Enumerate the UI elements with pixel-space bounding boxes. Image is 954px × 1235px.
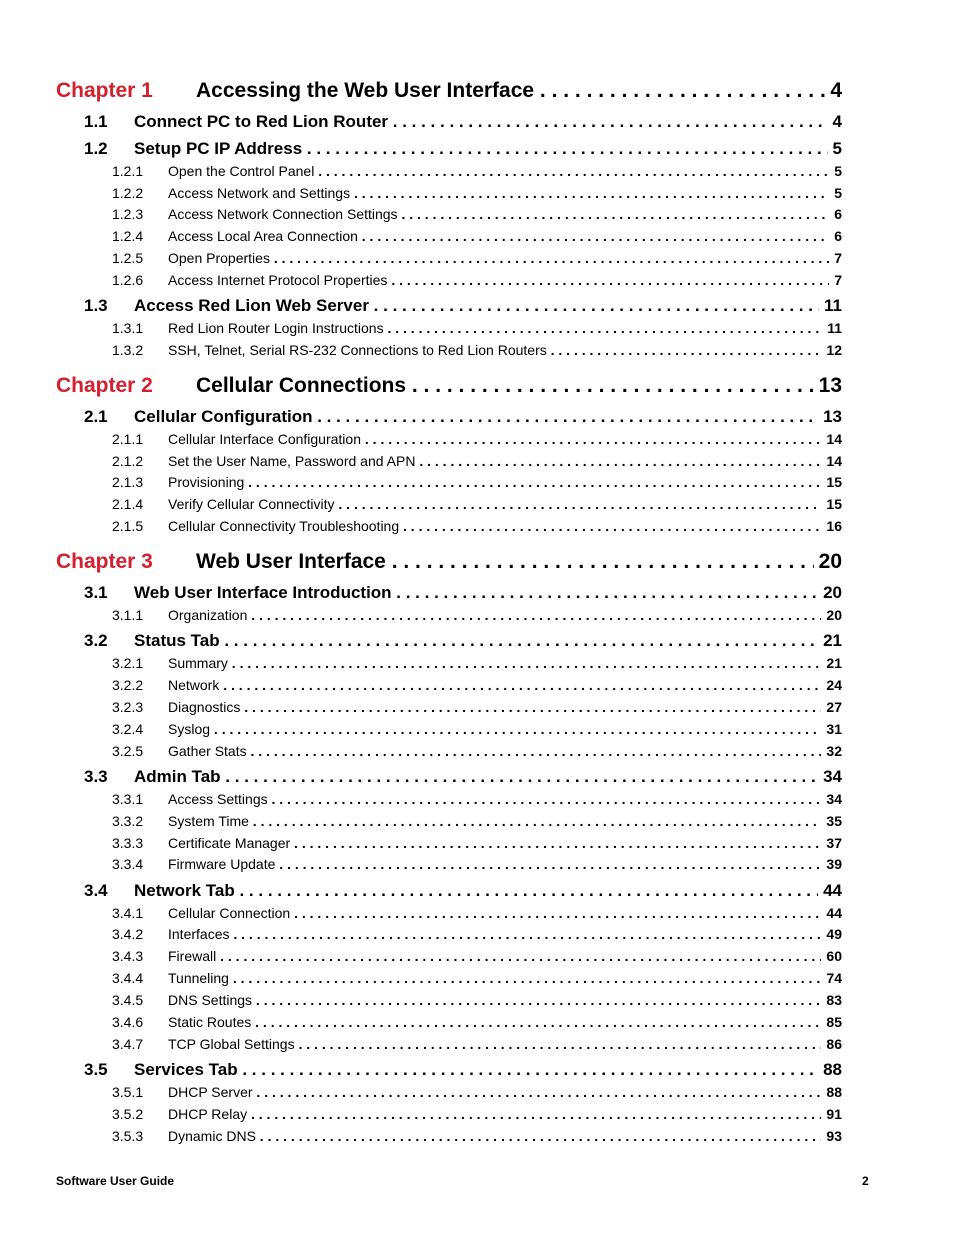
toc-entry-number: 3.3 (84, 767, 108, 786)
toc-entry-title: Access Network Connection Settings . . . (168, 206, 842, 222)
toc-entry-page: 37 (821, 835, 842, 851)
toc-entry-number: 1.2.6 (112, 272, 144, 288)
toc-entry-page: 6 (829, 206, 842, 222)
toc-entry-title: Static Routes . . . (168, 1014, 842, 1030)
toc-entry-number: 3.4.5 (112, 992, 144, 1008)
toc-entry-page: 13 (814, 374, 842, 398)
toc-entry-title: Open the Control Panel . . . (168, 163, 842, 179)
toc-entry-title: Gather Stats . . . (168, 743, 842, 759)
toc-entry-title: Organization . . . (168, 607, 842, 623)
toc-entry-page: 15 (821, 496, 842, 512)
toc-entry-number: 1.2.1 (112, 163, 144, 179)
toc-entry-number: 3.3.1 (112, 791, 144, 807)
toc-entry-number: 2.1 (84, 407, 108, 426)
toc-entry-page: 85 (821, 1014, 842, 1030)
toc-entry-title: Cellular Interface Configuration . . . (168, 431, 842, 447)
toc-entry-number: 2.1.5 (112, 518, 144, 534)
toc-entry-page: 20 (818, 583, 842, 603)
toc-entry-number: 2.1.4 (112, 496, 144, 512)
toc-entry-page: 14 (821, 453, 842, 469)
toc-entry-page: 5 (829, 163, 842, 179)
toc-entry-title: DNS Settings . . . (168, 992, 842, 1008)
toc-entry-page: 44 (821, 905, 842, 921)
toc-entry-page: 32 (821, 743, 842, 759)
toc-entry-number: 1.1 (84, 112, 108, 131)
toc-entry-number: 1.3.1 (112, 320, 144, 336)
toc-entry-page: 21 (818, 631, 842, 651)
toc-entry-number: 3.2.5 (112, 743, 144, 759)
toc-entry-page: 12 (821, 342, 842, 358)
toc-entry-number: 3.4.7 (112, 1036, 144, 1052)
toc-entry-page: 74 (821, 970, 842, 986)
toc-entry-page: 91 (821, 1106, 842, 1122)
toc-entry-page: 11 (819, 296, 842, 316)
toc-entry-title: Network Tab . . . (134, 881, 842, 901)
toc-entry-title: Set the User Name, Password and APN . . . (168, 453, 842, 469)
toc-entry-title: Certificate Manager . . . (168, 835, 842, 851)
toc-entry-title: Status Tab . . . (134, 631, 842, 651)
toc-entry-number: 3.5 (84, 1060, 108, 1079)
toc-entry-title: Diagnostics . . . (168, 699, 842, 715)
toc-entry-page: 39 (821, 856, 842, 872)
toc-entry-number: 1.3.2 (112, 342, 144, 358)
toc-entry-number: Chapter 2 (56, 374, 153, 397)
toc-entry-page: 16 (821, 518, 842, 534)
toc-entry-number: 2.1.3 (112, 474, 144, 490)
toc-entry-number: 1.2.2 (112, 185, 144, 201)
toc-entry-page: 15 (821, 474, 842, 490)
toc-entry-number: 3.4.2 (112, 926, 144, 942)
toc-entry-number: 3.2.1 (112, 655, 144, 671)
footer-page-number: 2 (862, 1174, 869, 1188)
toc-entry-page: 20 (821, 607, 842, 623)
toc-entry-title: Summary . . . (168, 655, 842, 671)
toc-entry-page: 4 (828, 112, 842, 132)
toc-entry-page: 60 (821, 948, 842, 964)
toc-entry-page: 31 (821, 721, 842, 737)
toc-entry-title: Verify Cellular Connectivity . . . (168, 496, 842, 512)
toc-entry-title: Cellular Connection . . . (168, 905, 842, 921)
toc-entry-page: 83 (821, 992, 842, 1008)
toc-entry-number: 3.5.2 (112, 1106, 144, 1122)
toc-entry-page: 44 (818, 881, 842, 901)
toc-entry-page: 34 (818, 767, 842, 787)
toc-entry-title: Open Properties . . . (168, 250, 842, 266)
toc-entry-number: Chapter 3 (56, 550, 153, 573)
toc-entry-title: Cellular Connectivity Troubleshooting . . . (168, 518, 842, 534)
toc-entry-page: 11 (822, 320, 842, 336)
toc-entry-number: 1.2.4 (112, 228, 144, 244)
toc-entry-title: Red Lion Router Login Instructions . . . (168, 320, 842, 336)
toc-entry-page: 49 (821, 926, 842, 942)
toc-entry-title: Provisioning . . . (168, 474, 842, 490)
toc-entry-number: 1.3 (84, 296, 108, 315)
toc-entry-page: 88 (818, 1060, 842, 1080)
toc-entry-number: 3.4.1 (112, 905, 144, 921)
toc-entry-number: 3.3.3 (112, 835, 144, 851)
toc-entry-page: 6 (829, 228, 842, 244)
toc-entry-number: 3.2.3 (112, 699, 144, 715)
toc-entry-title: Interfaces . . . (168, 926, 842, 942)
toc-entry-title: Access Network and Settings . . . (168, 185, 842, 201)
toc-entry-title: DHCP Relay . . . (168, 1106, 842, 1122)
toc-entry-title: System Time . . . (168, 813, 842, 829)
toc-entry-title: Dynamic DNS . . . (168, 1128, 842, 1144)
toc-entry-page: 35 (821, 813, 842, 829)
toc-entry-number: 3.2.2 (112, 677, 144, 693)
toc-entry-page: 86 (821, 1036, 842, 1052)
toc-entry-title: Services Tab . . . (134, 1060, 842, 1080)
toc-entry-title: Firmware Update . . . (168, 856, 842, 872)
toc-entry-title: Access Red Lion Web Server . . . (134, 296, 842, 316)
footer-title: Software User Guide (56, 1174, 175, 1188)
toc-entry-title: Web User Interface Introduction . . . (134, 583, 842, 603)
toc-entry-title: Connect PC to Red Lion Router . . . (134, 112, 842, 132)
toc-entry-page: 5 (828, 139, 842, 159)
toc-entry-number: 2.1.1 (112, 431, 144, 447)
toc-entry-title: TCP Global Settings . . . (168, 1036, 842, 1052)
toc-entry-page: 14 (821, 431, 842, 447)
toc-entry-title: SSH, Telnet, Serial RS-232 Connections to Red Lion Routers . . . (168, 342, 842, 358)
toc-entry-title: Setup PC IP Address . . . (134, 139, 842, 159)
toc-entry-number: 1.2.3 (112, 206, 144, 222)
toc-entry-page: 93 (821, 1128, 842, 1144)
toc-entry-number: 3.2.4 (112, 721, 144, 737)
toc-entry-page: 27 (821, 699, 842, 715)
toc-entry-page: 4 (825, 79, 842, 103)
toc-entry-page: 88 (821, 1084, 842, 1100)
toc-entry-number: Chapter 1 (56, 79, 153, 102)
toc-entry-page: 21 (821, 655, 842, 671)
toc-entry-number: 1.2.5 (112, 250, 144, 266)
toc-entry-number: 3.5.1 (112, 1084, 144, 1100)
toc-entry-number: 3.4.3 (112, 948, 144, 964)
toc-entry-number: 3.5.3 (112, 1128, 144, 1144)
toc-entry-title: Network . . . (168, 677, 842, 693)
toc-entry-title: Syslog . . . (168, 721, 842, 737)
toc-entry-title: Access Internet Protocol Properties . . . (168, 272, 842, 288)
toc-entry-title: Cellular Connections . . . (196, 374, 842, 398)
toc-entry-page: 20 (814, 550, 842, 574)
toc-entry-page: 24 (821, 677, 842, 693)
toc-entry-page: 7 (829, 272, 842, 288)
toc-entry-title: Firewall . . . (168, 948, 842, 964)
toc-entry-title: Tunneling . . . (168, 970, 842, 986)
toc-entry-number: 3.1.1 (112, 607, 144, 623)
toc-entry-title: Access Settings . . . (168, 791, 842, 807)
toc-entry-page: 7 (829, 250, 842, 266)
toc-entry-page: 34 (821, 791, 842, 807)
toc-entry-number: 3.4.4 (112, 970, 144, 986)
toc-entry-title: DHCP Server . . . (168, 1084, 842, 1100)
toc-entry-number: 3.1 (84, 583, 108, 602)
toc-entry-title: Admin Tab . . . (134, 767, 842, 787)
toc-entry-title: Accessing the Web User Interface . . . (196, 79, 842, 103)
toc-entry-number: 2.1.2 (112, 453, 144, 469)
toc-entry-number: 3.2 (84, 631, 108, 650)
toc-entry-page: 5 (829, 185, 842, 201)
toc-entry-number: 3.4 (84, 881, 108, 900)
toc-entry-title: Access Local Area Connection . . . (168, 228, 842, 244)
toc-entry-page: 13 (818, 407, 842, 427)
toc-entry-number: 3.4.6 (112, 1014, 144, 1030)
toc-entry-number: 1.2 (84, 139, 108, 158)
toc-entry-title: Web User Interface . . . (196, 550, 842, 574)
toc-entry-number: 3.3.4 (112, 856, 144, 872)
toc-entry-number: 3.3.2 (112, 813, 144, 829)
toc-entry-title: Cellular Configuration . . . (134, 407, 842, 427)
